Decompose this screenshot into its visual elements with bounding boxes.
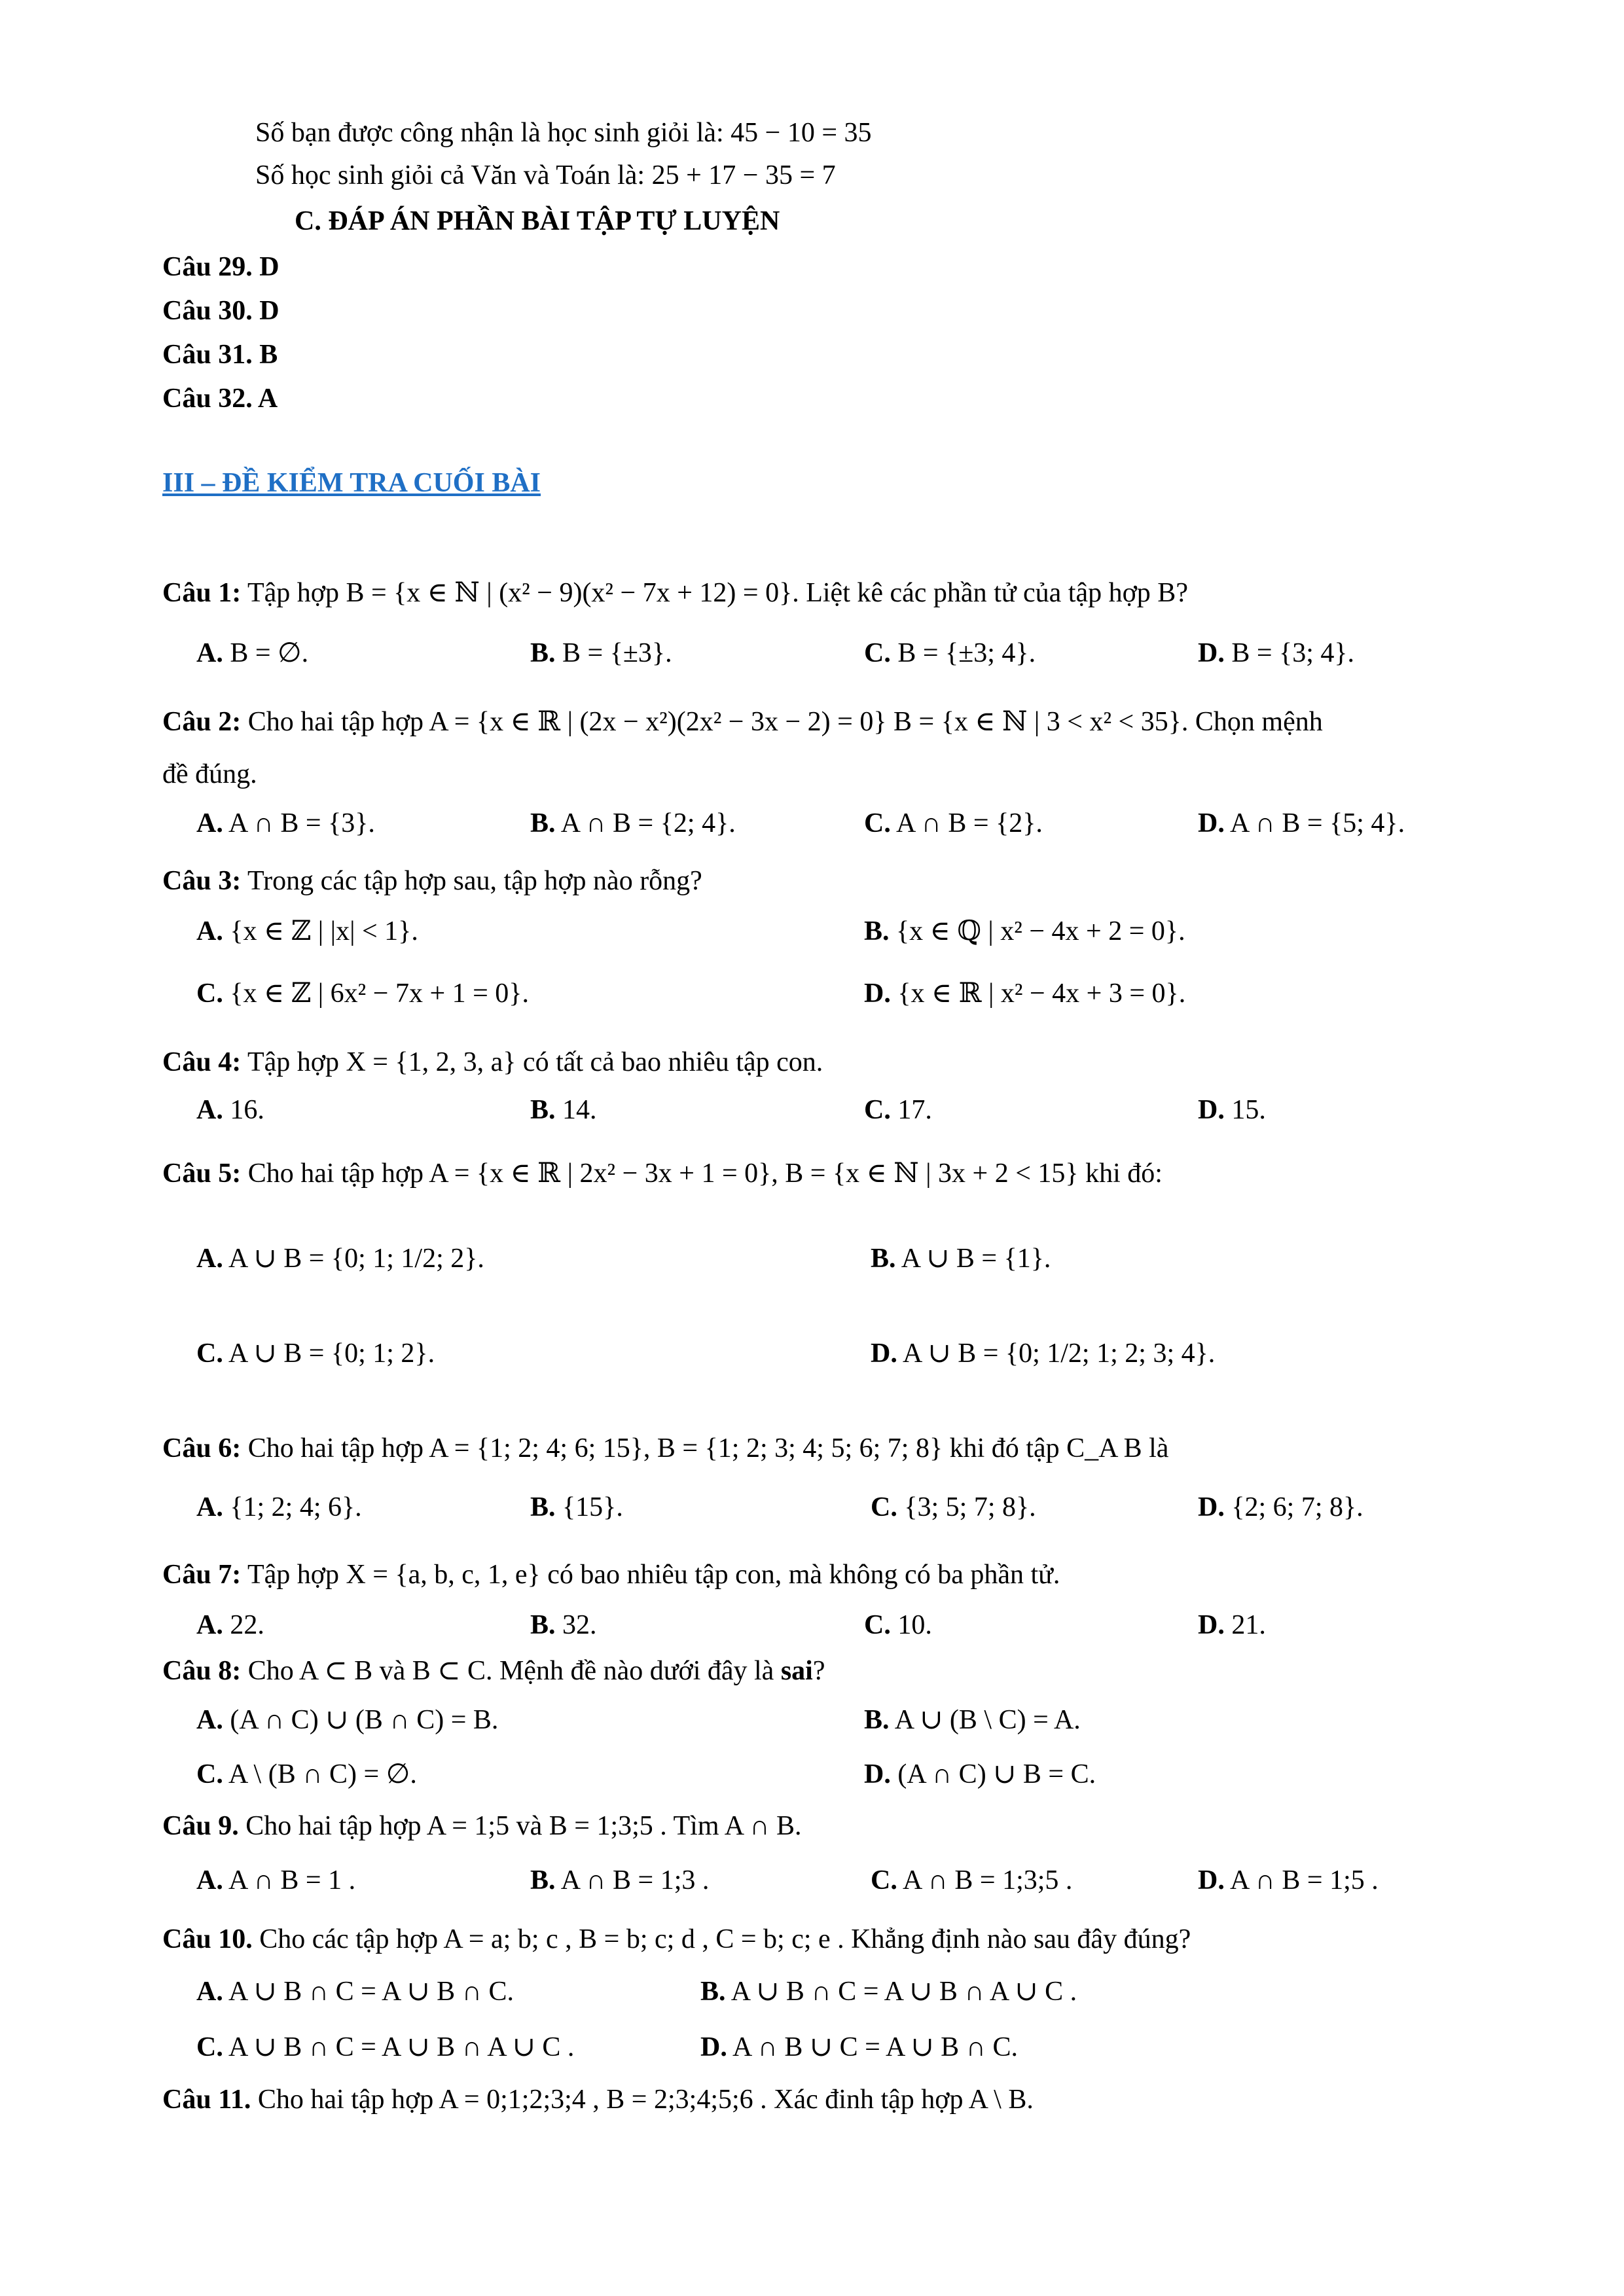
option-text: {2; 6; 7; 8}. [1231, 1492, 1363, 1522]
option [196, 1607, 264, 1643]
option-letter: B. [530, 808, 556, 838]
option [864, 805, 1043, 842]
option [1198, 1862, 1379, 1899]
option-letter: C. [196, 1759, 223, 1789]
option [196, 2029, 574, 2066]
option-text: A ∪ B = {0; 1; 1/2; 2}. [228, 1244, 484, 1274]
option-text: A ∪ B ∩ C = A ∪ B ∩ A ∪ C . [228, 2032, 575, 2062]
solution-line-2: Số học sinh giỏi cả Văn và Toán là: 25 + 17 − 35 = 7 [255, 160, 836, 190]
option-text: A ∩ B = {2; 4}. [560, 808, 736, 838]
question-11 [162, 2081, 1034, 2118]
question-label: Câu 7: [162, 1560, 242, 1590]
question-4 [162, 1044, 823, 1081]
question-text: Trong các tập hợp sau, tập hợp nào rỗng? [247, 866, 702, 896]
option-text: (A ∩ C) ∪ B = C. [897, 1759, 1096, 1789]
option-letter: C. [196, 978, 223, 1009]
question-10 [162, 1921, 1191, 1958]
question-8 [162, 1653, 825, 1689]
question-6 [162, 1430, 1168, 1467]
option [530, 805, 736, 842]
option [864, 1092, 932, 1128]
option [196, 1756, 417, 1793]
question-text: Cho hai tập hợp A = {x ∈ ℝ | (2x − x²)(2x² − 3x − 2) = 0} B = {x ∈ ℕ | 3 < x² < 35}. Chọn mệnh [247, 707, 1323, 737]
option-text: A ∪ B = {0; 1/2; 1; 2; 3; 4}. [903, 1338, 1216, 1369]
option [871, 1240, 1051, 1277]
option-text: B = {3; 4}. [1231, 638, 1355, 668]
option [871, 1489, 1036, 1526]
question-emphasis: sai [780, 1656, 813, 1686]
option-letter: B. [871, 1244, 896, 1274]
option-text: {15}. [562, 1492, 623, 1522]
option [530, 1489, 623, 1526]
option-letter: C. [196, 2032, 223, 2062]
option-text: {3; 5; 7; 8}. [904, 1492, 1036, 1522]
question-text: Cho các tập hợp A = a; b; c , B = b; c; d , C = b; c; e . Khẳng định nào sau đây đúng? [259, 1924, 1191, 1954]
option-text: B = {±3; 4}. [897, 638, 1036, 668]
option-letter: A. [196, 638, 223, 668]
answer-item: Câu 30. D [162, 296, 280, 326]
option-text: A ∩ B = 1;5 . [1230, 1865, 1379, 1895]
option-letter: D. [1198, 1865, 1225, 1895]
solution-line-1: Số bạn được công nhận là học sinh giỏi là: 45 − 10 = 35 [255, 118, 872, 148]
option [196, 1092, 264, 1128]
option [700, 1973, 1077, 2010]
option-letter: C. [871, 1865, 897, 1895]
option-letter: C. [864, 638, 891, 668]
option-text: A \ (B ∩ C) = ∅. [228, 1759, 417, 1789]
option [530, 1092, 597, 1128]
question-5 [162, 1155, 1163, 1192]
option-letter: C. [196, 1338, 223, 1369]
option-letter: A. [196, 1095, 223, 1125]
option-text: B = ∅. [230, 638, 309, 668]
option-letter: B. [530, 1865, 556, 1895]
question-label: Câu 5: [162, 1158, 242, 1189]
option-letter: C. [864, 1610, 891, 1640]
question-label: Câu 2: [162, 707, 242, 737]
option-letter: B. [530, 1492, 556, 1522]
option-letter: B. [864, 1705, 890, 1735]
option [864, 635, 1036, 672]
option-letter: D. [700, 2032, 727, 2062]
question-text: Cho hai tập hợp A = 0;1;2;3;4 , B = 2;3;4;5;6 . Xác đinh tập hợp A \ B. [257, 2085, 1034, 2115]
option-text: 32. [562, 1610, 597, 1640]
option [864, 1702, 1081, 1738]
option-text: 17. [897, 1095, 932, 1125]
option-text: A ∪ B = {1}. [901, 1244, 1051, 1274]
option [1198, 805, 1405, 842]
question-text: Tập hợp X = {1, 2, 3, a} có tất cả bao nhiêu tập con. [247, 1047, 823, 1077]
answers-heading: C. ĐÁP ÁN PHẦN BÀI TẬP TỰ LUYỆN [295, 206, 780, 236]
option-text: A ∪ B = {0; 1; 2}. [228, 1338, 435, 1369]
option-text: 21. [1231, 1610, 1266, 1640]
question-text: Cho hai tập hợp A = {x ∈ ℝ | 2x² − 3x + 1 = 0}, B = {x ∈ ℕ | 3x + 2 < 15} khi đó: [247, 1158, 1163, 1189]
option [530, 635, 672, 672]
question-text: Cho hai tập hợp A = {1; 2; 4; 6; 15}, B = {1; 2; 3; 4; 5; 6; 7; 8} khi đó tập C_A B là [247, 1433, 1169, 1463]
option-letter: D. [1198, 808, 1225, 838]
option-text: B = {±3}. [562, 638, 672, 668]
question-text: Cho hai tập hợp A = 1;5 và B = 1;3;5 . Tìm A ∩ B. [245, 1811, 802, 1841]
option-text: A ∩ B ∪ C = A ∪ B ∩ C. [732, 2032, 1019, 2062]
question-label: Câu 8: [162, 1656, 242, 1686]
question-9 [162, 1808, 802, 1844]
option-letter: D. [864, 978, 891, 1009]
option [196, 913, 418, 950]
option [196, 975, 529, 1012]
option-letter: B. [530, 1095, 556, 1125]
option-text: 14. [562, 1095, 597, 1125]
option-text: 16. [230, 1095, 264, 1125]
question-2 [162, 704, 1323, 740]
option-letter: D. [871, 1338, 897, 1369]
question-label: Câu 1: [162, 578, 242, 608]
option-letter: A. [196, 1705, 223, 1735]
section-title: III – ĐỀ KIỂM TRA CUỐI BÀI [162, 468, 541, 498]
question-text-end: ? [812, 1656, 825, 1686]
question-text: Tập hợp B = {x ∈ ℕ | (x² − 9)(x² − 7x + 12) = 0}. Liệt kê các phần tử của tập hợp B? [247, 578, 1188, 608]
option [871, 1335, 1215, 1372]
option [196, 1240, 484, 1277]
option [196, 1862, 355, 1899]
option [864, 1607, 932, 1643]
option-letter: A. [196, 1244, 223, 1274]
question-text: Tập hợp X = {a, b, c, 1, e} có bao nhiêu tập con, mà không có ba phần tử. [247, 1560, 1060, 1590]
option [530, 1607, 597, 1643]
option-letter: A. [196, 1610, 223, 1640]
option [864, 913, 1185, 950]
question-3 [162, 863, 702, 899]
option-text: A ∩ B = 1;3;5 . [903, 1865, 1073, 1895]
question-label: Câu 11. [162, 2085, 251, 2115]
option [871, 1862, 1072, 1899]
question-label: Câu 3: [162, 866, 242, 896]
option-text: 22. [230, 1610, 264, 1640]
option-text: A ∩ B = {2}. [896, 808, 1043, 838]
question-label: Câu 9. [162, 1811, 239, 1841]
question-1 [162, 575, 1188, 611]
option [864, 975, 1185, 1012]
option-text: A ∪ B ∩ C = A ∪ B ∩ C. [228, 1977, 514, 2007]
option-text: 10. [897, 1610, 932, 1640]
option [196, 635, 308, 672]
option-text: A ∩ B = 1;3 . [560, 1865, 710, 1895]
option-letter: D. [1198, 1095, 1225, 1125]
option-letter: A. [196, 916, 223, 946]
option-letter: D. [1198, 1610, 1225, 1640]
option [196, 1702, 498, 1738]
option-text: {x ∈ ℤ | |x| < 1}. [230, 916, 418, 946]
answer-item: Câu 31. B [162, 340, 278, 370]
option-letter: A. [196, 1492, 223, 1522]
option-text: A ∪ B ∩ C = A ∪ B ∩ A ∪ C . [731, 1977, 1077, 2007]
option-letter: D. [1198, 1492, 1225, 1522]
option [1198, 1489, 1363, 1526]
option [1198, 1607, 1266, 1643]
option-text: {x ∈ ℤ | 6x² − 7x + 1 = 0}. [230, 978, 529, 1009]
option-letter: C. [864, 808, 891, 838]
option-text: {x ∈ ℚ | x² − 4x + 2 = 0}. [896, 916, 1185, 946]
question-label: Câu 10. [162, 1924, 253, 1954]
question-label: Câu 4: [162, 1047, 242, 1077]
answer-item: Câu 32. A [162, 384, 278, 414]
option [196, 805, 375, 842]
option-letter: D. [1198, 638, 1225, 668]
option [530, 1862, 709, 1899]
question-label: Câu 6: [162, 1433, 242, 1463]
option-letter: B. [530, 638, 556, 668]
option-letter: B. [864, 916, 890, 946]
option-text: 15. [1231, 1095, 1266, 1125]
option-letter: A. [196, 1977, 223, 2007]
option-letter: B. [530, 1610, 556, 1640]
option-text: {1; 2; 4; 6}. [230, 1492, 362, 1522]
option [196, 1335, 435, 1372]
option-text: A ∩ B = {3}. [228, 808, 375, 838]
option [196, 1489, 362, 1526]
option-letter: A. [196, 808, 223, 838]
option [864, 1756, 1096, 1793]
option-letter: C. [871, 1492, 897, 1522]
option [196, 1973, 514, 2010]
option [1198, 1092, 1266, 1128]
option-letter: A. [196, 1865, 223, 1895]
question-2-continued: đề đúng. [162, 759, 257, 789]
option [1198, 635, 1354, 672]
option-letter: D. [864, 1759, 891, 1789]
question-text: Cho A ⊂ B và B ⊂ C. Mệnh đề nào dưới đây là [247, 1656, 781, 1686]
option-text: (A ∩ C) ∪ (B ∩ C) = B. [230, 1705, 499, 1735]
option-text: {x ∈ ℝ | x² − 4x + 3 = 0}. [897, 978, 1186, 1009]
option-letter: C. [864, 1095, 891, 1125]
option [700, 2029, 1018, 2066]
option-text: A ∪ (B \ C) = A. [894, 1705, 1081, 1735]
answer-item: Câu 29. D [162, 252, 280, 282]
question-7 [162, 1556, 1060, 1593]
option-letter: B. [700, 1977, 726, 2007]
option-text: A ∩ B = 1 . [228, 1865, 356, 1895]
option-text: A ∩ B = {5; 4}. [1230, 808, 1405, 838]
